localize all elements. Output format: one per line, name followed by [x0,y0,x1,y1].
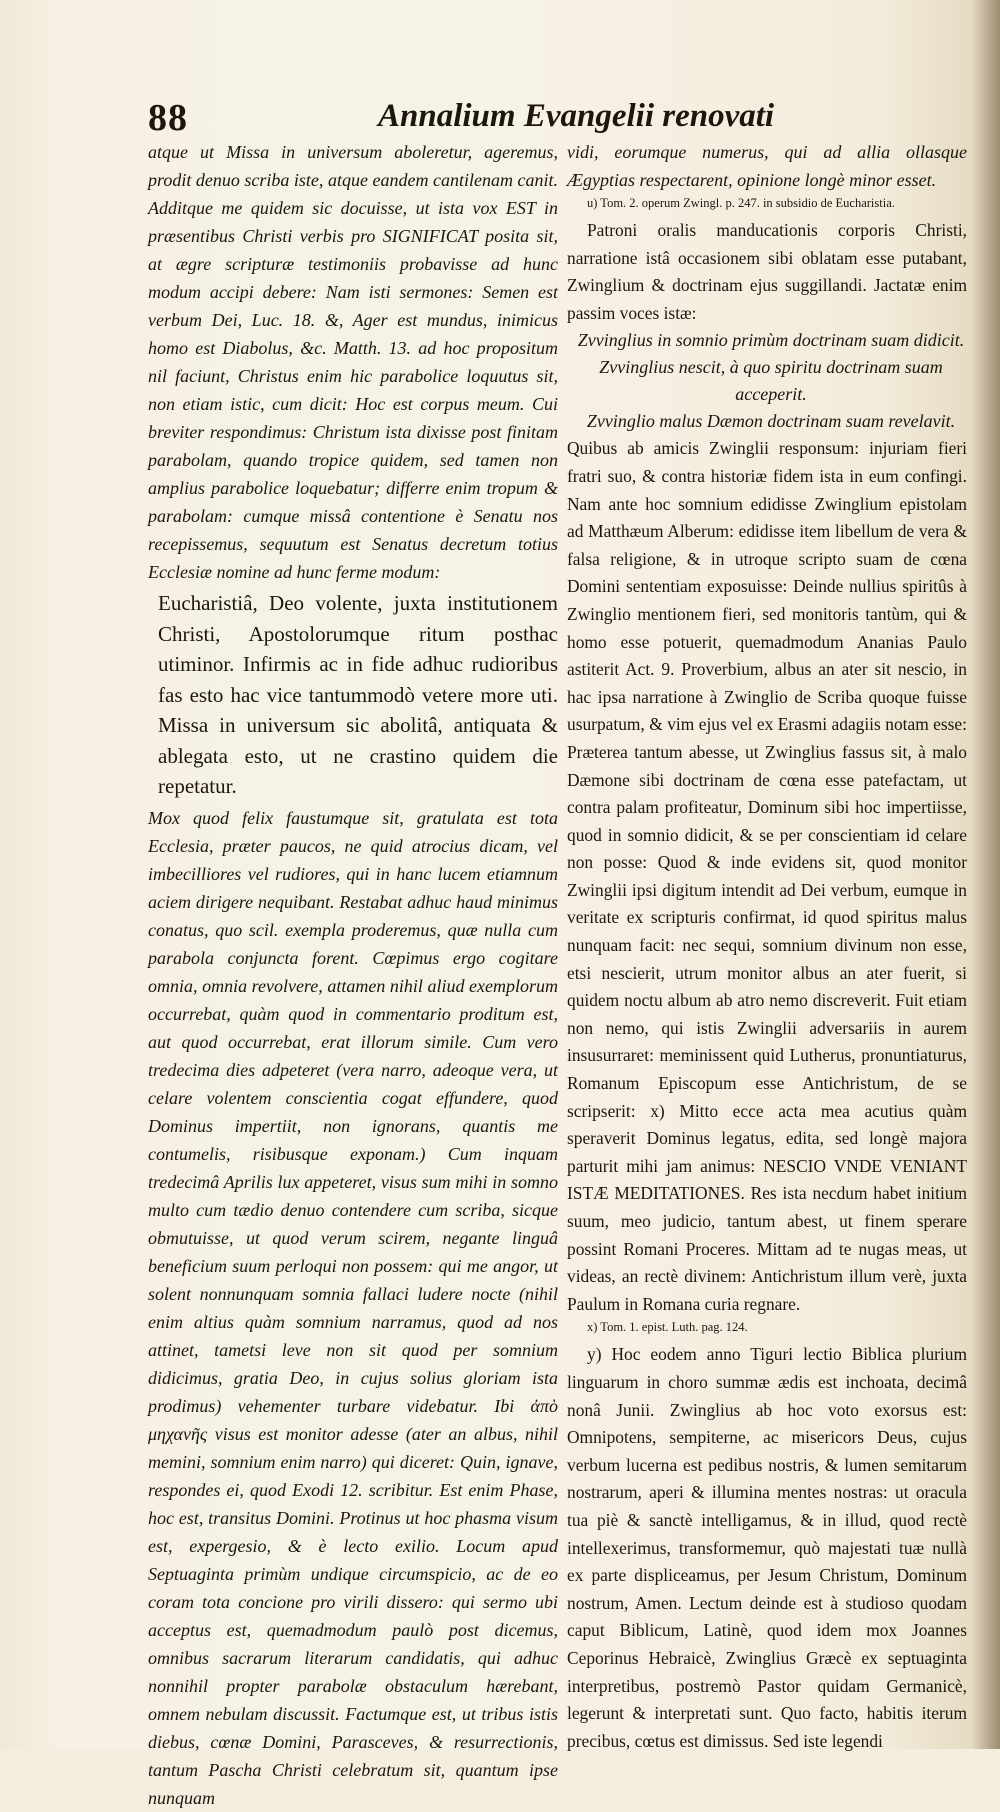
verse-3: Zvvinglio malus Dæmon doctrinam suam revelavit. [586,411,956,432]
page-header [148,96,968,144]
right-paragraph-3: Quibus ab amicis Zwinglii responsum: injuriam fieri fratri suo, & contra historiæ fidem ista in eum confingi. Nam ante hoc somnium edidisse Zwinglium epistolam ad Matthæum Alberum: edidisse item libellum de vera & falsa religione, & in utroque scripto suam de cœna Domini sententiam exposuisse: Deinde nullius spiritûs à Zwinglio mentionem fieri, sed monitoris tantùm, qui & homo esse potuerit, quemadmodum Ananias Paulo astiterit Act. 9. Proverbium, albus an ater sit nescio, in hac ipsa narratione à Zwinglio de Scriba quoque fuisse usurpatum, & vim ejus vel ex Erasmi adagiis notam esse: Præterea tantum abesse, ut Zwinglius fassus sit, à malo Dæmone sibi doctrinam de cœna esse patefactam, ut contra palam profiteatur, Dominum sibi hoc impertiisse, quod in somnio didicit, & se per conscientiam id celare non posse: Quod & inde evidens sit, quod monitor Zwinglii ipsi digitum intendit ad Dei verbum, eumque in veritate ex scripturis confirmat, id quod spiritus malus nunquam facit: nec sequi, somnium divinum non esse, etsi nescierit, utrum monitor albus an ater fuerit, si quidem noctu album ab atro nemo discreverit. Fuit etiam non nemo, qui istis Zwinglii adversariis in aurem insusurraret: meminissent quid Lutherus, pronuntiaturus, Romanum Episcopum esse Antichristum, de se scripserit: x) Mitto ecce acta mea acutius quàm speraverit Dominus legatus, edita, sed longè majora parturit mihi jam animus: NESCIO VNDE VENIANT ISTÆ MEDITATIONES. Res ista necdum habet initium suum, meo judicio, tantum abest, ut finem sperare possint Romani Proceres. Mittam ad te nugas meas, ut videas, an rectè divinem: Antichristum illum verè, juxta Paulum in Romana curia regnare. [567,438,967,1314]
senate-decree: Eucharistiâ, Deo volente, juxta institutionem Christi, Apostolorumque ritum posthac utiminor. Infirmis ac in fide adhuc rudioribus fas esto hac vice tantummodò vetere more uti. Missa in universum sic abolitâ, antiquata & ablegata esto, ut ne crastino quidem die repetatur. [158,591,558,798]
running-title: Annalium Evangelii renovati [378,98,775,134]
left-paragraph-2: Mox quod felix faustumque sit, gratulata est tota Ecclesia, præter paucos, ne quid atrocius dicam, vel imbecilliores vel rudiores, qui in hanc lucem etiamnum aciem dirigere nequibant. Restabat adhuc haud minimus conatus, quo scil. exempla proderemus, quæ nulla cum parabola conjuncta forent. Cœpimus ergo cogitare omnia, omnia revolvere, attamen nihil aliud exemplorum occurrebat, quàm quod in commentario proditum est, aut quod occurrebat, erat illorum simile. Cum vero tredecima dies adpeteret (vera narro, adeoque vera, ut celare volentem conscientia cogat effundere, quod Dominus impertiit, non ignorans, quantis me contumelis, risibusque exponam.) Cum inquam tredecimâ Aprilis lux appeteret, visus sum mihi in somno multo cum tædio denuo contendere cum scriba, sicque obmutuisse, ut quod verum scirem, negante linguâ beneficium suum perloqui non possem: qui me angor, ut solent nonnunquam somnia fallaci ludere nocte (nihil enim altius quàm somnium narramus, quod ad nos attinet, tametsi leve non sit quod per somnium didicimus, gratia Deo, in cujus solius gloriam ista prodimus) vehementer turbare videbatur. Ibi ἀπὸ μηχανῆς visus est monitor adesse (ater an albus, nihil memini, somnium enim narro) qui diceret: Quin, ignave, respondes ei, quod Exodi 12. scribitur. Est enim Phase, hoc est, transitus Domini. Protinus ut hoc phasma visum est, expergesio, & è lecto exilio. Locum apud Septuaginta primùm undique circumspicio, ac de eo coram tota concione pro virili dissero: qui sermo ubi acceptus est, quemadmodum paulò post dicemus, omnibus sacrarum literarum candidatis, qui adhuc nonnihil propter parabolæ obstaculum hærebant, omnem nebulam discussit. Factumque est, ut tribus istis diebus, cœnæ Domini, Parasceves, & resurrectionis, tantum Pascha Christi celebratum sit, quantum ipse nunquam [148,807,558,1808]
verse-2: Zvvinglius nescit, à quo spiritu doctrinam suam acceperit. [599,357,943,405]
left-paragraph-1: atque ut Missa in universum aboleretur, ageremus, prodit denuo scriba iste, atque eandem cantilenam canit. Additque me quidem sic docuisse, ut ista vox EST in præsentibus Christi verbis pro SIGNIFICAT posita sit, at ægre scripturæ testimoniis probavisse ad hunc modum accipi debere: Nam isti sermones: Semen est verbum Dei, Luc. 18. &, Ager est mundus, inimicus homo est Diabolus, &c. Matth. 13. ad hoc propositum nil faciunt, Christus enim hic parabolice loquutus sit, non etiam istic, cum dicit: Hoc est corpus meum. Cui breviter respondimus: Christum ista dixisse post finitam parabolam, quando tropice quidem, sed tamen non amplius parabolice loquebatur; differre enim tropum & parabolam: cumque missâ contentione è Senatu nos recepissemus, sequutum est Senatus decretum totius Ecclesiæ nomine ad hunc ferme modum: [148,142,558,582]
right-paragraph-1: vidi, eorumque numerus, qui ad allia ollasque Ægyptias respectarent, opinione longè minor esset. [567,142,967,190]
spine-shadow [972,0,1000,1749]
right-paragraph-2: Patroni oralis manducationis corporis Christi, narratione istâ occasionem sibi oblatam esse putabant, Zwinglium & doctrinam ejus suggillandi. Jactatæ enim passim voces istæ: [567,220,967,323]
page-number: 88 [148,97,188,139]
right-paragraph-4: y) Hoc eodem anno Tiguri lectio Biblica plurium linguarum in choro summæ ædis est inchoata, decimâ nonâ Junii. Zwinglius ab hoc voto exorsus est: Omnipotens, sempiterne, ac misericors Deus, cujus verbum lucerna est pedibus nostris, & lumen semitarum nostrarum, aperi & illumina mentes nostras: ut oracula tua piè & sanctè intelligamus, & in illud, quod rectè intellexerimus, transformemur, quò majestati tuæ nullà ex parte displiceamus, per Jesum Christum, Dominum nostrum, Amen. Lectum deinde est à studioso quodam caput Biblicum, Latinè, quod idem mox Joannes Ceporinus Hebraicè, Zwinglius Græcè ex septuaginta interpretibus, postremò Pastor quidam Germanicè, legerunt & interpretati sunt. Quo facto, habitis iterum precibus, cœtus est dimissus. Sed iste legendi [567,1344,967,1751]
verse-1: Zvvinglius in somnio primùm doctrinam suam didicit. [577,330,965,351]
left-column [148,138,558,1808]
right-column [567,138,967,1751]
footnote-x: x) Tom. 1. epist. Luth. pag. 124. [587,1320,748,1335]
footnote-u: u) Tom. 2. operum Zwingl. p. 247. in subsidio de Eucharistia. [587,196,895,210]
